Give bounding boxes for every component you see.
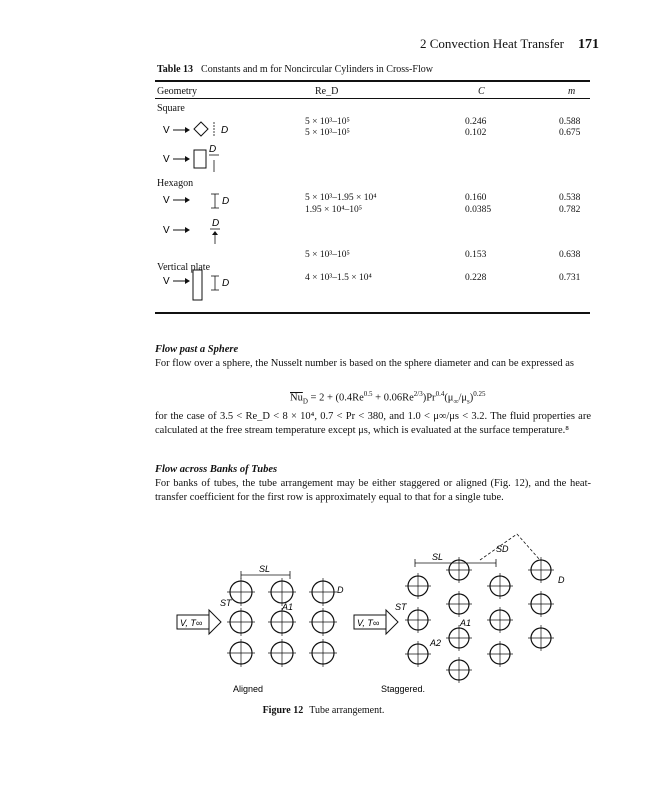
row3-c: 0.160: [465, 193, 487, 203]
eq-lhs-sub: D: [302, 397, 308, 406]
row6-c: 0.228: [465, 273, 487, 283]
group-hexagon: Hexagon: [157, 178, 194, 189]
row5-c: 0.153: [465, 250, 487, 260]
figure-caption-text: Tube arrangement.: [309, 705, 385, 716]
col-m: m: [568, 86, 576, 97]
diameter-label-3: D: [222, 196, 230, 207]
diameter-label-2: D: [209, 144, 217, 155]
eq-e3: 0.4: [435, 390, 445, 398]
row2-m: 0.675: [559, 128, 581, 138]
staggered-sl-label: SL: [432, 552, 444, 562]
diameter-label: D: [221, 125, 229, 136]
eq-s5: s: [467, 397, 470, 406]
vertical-plate-sketch: [163, 270, 229, 300]
aligned-flow-label: V, T∞: [180, 618, 203, 628]
aligned-d-label: D: [337, 585, 344, 595]
staggered-flow-arrow: [386, 610, 398, 634]
diameter-label-4: D: [212, 218, 220, 229]
staggered-flow-label: V, T∞: [357, 618, 380, 628]
square-diagonal-sketch: [163, 122, 228, 136]
col-geometry: Geometry: [157, 86, 197, 97]
diameter-label-5: D: [222, 278, 230, 289]
eq-p2: + 0.06Re: [372, 392, 414, 404]
eq-p3: )Pr: [422, 392, 436, 404]
row2-re: 5 × 10³–10⁵: [305, 128, 350, 138]
table-top-rule: [155, 80, 590, 82]
group-square: Square: [157, 103, 185, 114]
figure-caption: [0, 705, 647, 716]
staggered-sd-label: SD: [496, 544, 509, 554]
staggered-st-label: ST: [395, 602, 407, 612]
row3-re: 5 × 10³–1.95 × 10⁴: [305, 193, 377, 203]
tubes-heading: Flow across Banks of Tubes: [155, 464, 278, 475]
sphere-equation: [290, 390, 485, 406]
staggered-label: Staggered.: [381, 684, 426, 694]
running-title: 2 Convection Heat Transfer: [419, 36, 564, 51]
velocity-label-3: V: [163, 195, 170, 206]
eq-s4: ∞: [453, 397, 459, 406]
eq-e1: 0.5: [363, 390, 373, 398]
geometry-sketches: [155, 100, 295, 310]
row4-c: 0.0385: [465, 205, 492, 215]
tubes-body: For banks of tubes, the tube arrangement may be either staggered or aligned (Fig. 12), and the heat-transfer coefficient for the first row is approximately equal to that for a single tube.: [155, 478, 591, 503]
group-vertical-plate: Vertical plate: [157, 262, 211, 273]
eq-e2: 2/3: [413, 390, 423, 398]
table-header-rule: [155, 98, 590, 99]
aligned-st-label: ST: [220, 598, 232, 608]
table-bottom-rule: [155, 312, 590, 314]
row1-m: 0.588: [559, 117, 581, 127]
table-label: Table 13: [157, 64, 194, 75]
staggered-d-label: D: [558, 575, 565, 585]
velocity-label-5: V: [163, 276, 170, 287]
figure-label: Figure 12: [262, 705, 304, 716]
velocity-label: V: [163, 125, 170, 136]
staggered-a2-label: A2: [430, 638, 442, 648]
row5-re: 5 × 10³–10⁵: [305, 250, 350, 260]
eq-p6: ): [469, 392, 474, 404]
aligned-flow-arrow: [209, 610, 221, 634]
aligned-label: Aligned: [233, 684, 264, 694]
hexagon-flat-sketch: [163, 218, 220, 244]
velocity-label-2: V: [163, 154, 170, 165]
row1-re: 5 × 10³–10⁵: [305, 117, 350, 127]
aligned-sl-label: SL: [259, 564, 271, 574]
page-number: 171: [578, 37, 599, 52]
hexagon-point-sketch: [163, 194, 229, 208]
table-caption: [157, 64, 433, 75]
row6-m: 0.731: [559, 273, 581, 283]
running-head: [420, 36, 599, 53]
col-c: C: [478, 86, 485, 97]
table-caption-text: Constants and m for Noncircular Cylinders in Cross-Flow: [201, 64, 433, 75]
eq-p5: /μ: [458, 392, 467, 404]
eq-e6: 0.25: [473, 390, 486, 398]
aligned-arrangement: [227, 578, 337, 667]
tube-arrangement-figure: [0, 520, 647, 700]
row6-re: 4 × 10³–1.5 × 10⁴: [305, 273, 372, 283]
velocity-label-4: V: [163, 225, 170, 236]
aligned-a1-label: A1: [282, 602, 294, 612]
sphere-intro: For flow over a sphere, the Nusselt number is based on the sphere diameter and can be expressed as: [155, 358, 574, 369]
sphere-body: for the case of 3.5 < Re_D < 8 × 10⁴, 0.7 < Pr < 380, and 1.0 < μ∞/μs < 3.2. The fluid properties are calculated at the free stream temperature except μs, which is evaluated at the surface temperature.⁸: [155, 411, 591, 436]
col-re: Re_D: [315, 86, 339, 97]
row4-re: 1.95 × 10⁴–10⁵: [305, 205, 363, 215]
eq-p4: (μ: [444, 392, 454, 404]
eq-lhs: $\overline{Nu}$: [290, 392, 303, 404]
staggered-arrangement: [405, 557, 554, 683]
row3-m: 0.538: [559, 193, 581, 203]
row5-m: 0.638: [559, 250, 581, 260]
row4-m: 0.782: [559, 205, 581, 215]
square-flat-sketch: [163, 144, 219, 172]
staggered-a1-label: A1: [460, 618, 472, 628]
sphere-heading: Flow past a Sphere: [155, 344, 239, 355]
eq-p1: = 2 + (0.4Re: [307, 392, 364, 404]
row2-c: 0.102: [465, 128, 487, 138]
row1-c: 0.246: [465, 117, 487, 127]
